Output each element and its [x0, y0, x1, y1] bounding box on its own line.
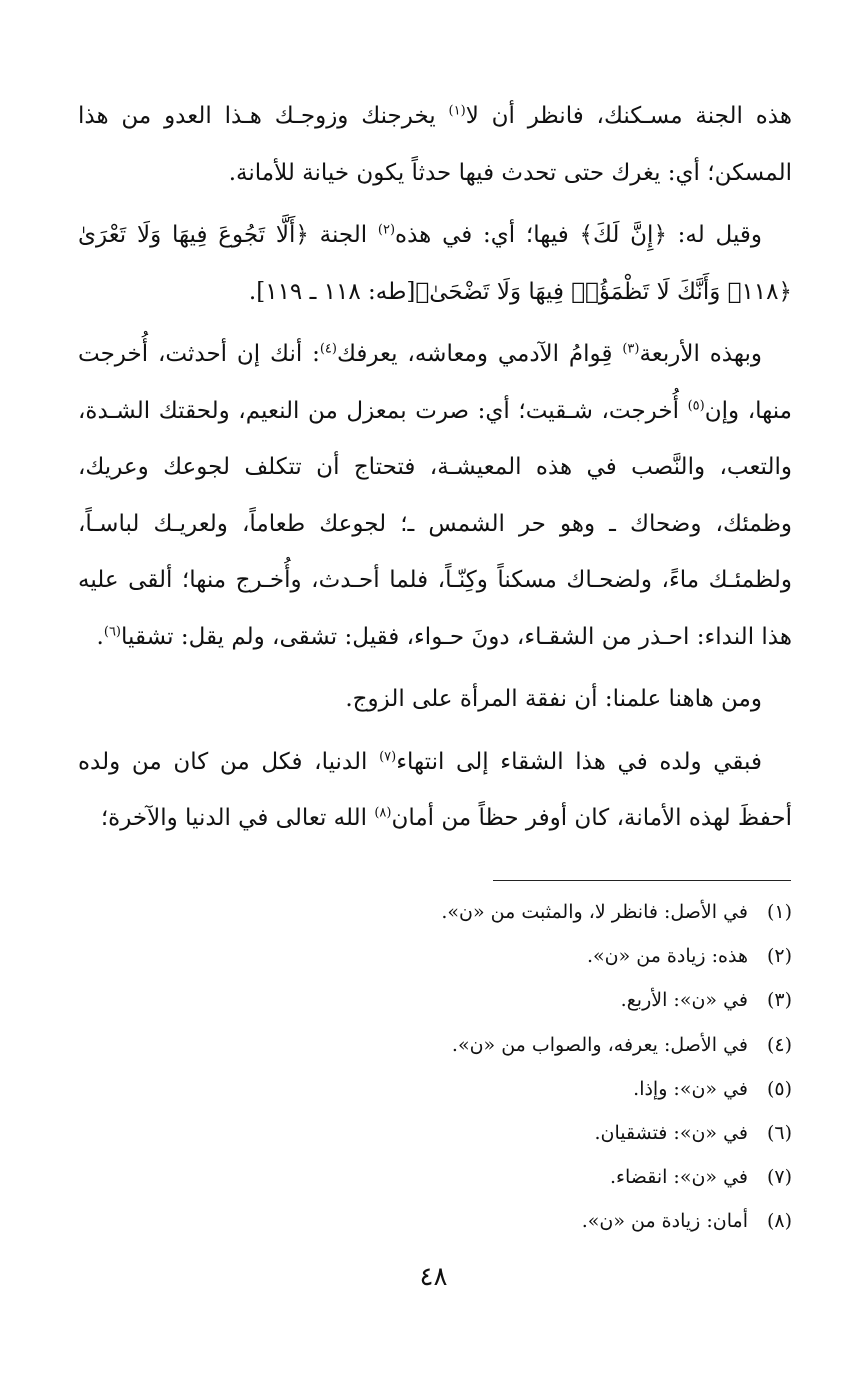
- text-run: فيها؛ أي: في هذه: [395, 222, 580, 248]
- quran-verse: ﴿أَلَّا تَجُوعَ فِيهَا وَلَا تَعْرَىٰ ﴿١١٨﴾ وَأَنَّكَ لَا تَظْمَؤُا۟ فِيهَا وَلَا تَضْحَىٰ﴾: [78, 222, 792, 305]
- footnote-text: في «ن»: الأربع.: [620, 989, 748, 1012]
- text-run: الله تعالى في الدنيا والآخرة؛: [100, 805, 375, 831]
- text-run: يخرجنك وزوجـك هـذا العدو من هذا المسكن؛ أي: يغرك حتى تحدث فيها حدثاً يكون خيانة للأمانة.: [78, 103, 792, 186]
- footnote-item: [192, 1111, 792, 1155]
- footnote-item: [192, 1199, 792, 1243]
- footnote-item: [192, 1067, 792, 1111]
- text-run: وقيل له:: [666, 222, 762, 248]
- text-run: [طه: ١١٨ ـ ١١٩].: [248, 278, 416, 305]
- footnote-text: في «ن»: فتشقيان.: [594, 1122, 748, 1145]
- text-run: أُخرجت، شـقيت؛ أي: صرت بمعزل من النعيم، ولحقتك الشـدة، والتعب، والنَّصب في هذه المعيشـة، فتحتاج أن تتكلف لجوعك وعريك، وظمئك، وضحاك ـ وهو حر الشمس ـ؛ لجوعك طعاماً، ولعريـك لباسـاً، ولظمئـك ماءً، ولضحـاك مسكناً وكِنّـاً، فلما أحـدث، وأُخـرج منها؛ ألقى عليه هذا النداء: احـذر من الشقـاء، دونَ حـواء، فقيل: تشقى، ولم يقل: تشقيا: [78, 397, 792, 650]
- footnote-item: [192, 1155, 792, 1199]
- paragraph-p2: [78, 207, 792, 320]
- text-run: قِوامُ الآدمي ومعاشه، يعرفك: [336, 341, 623, 367]
- main-text: [78, 88, 792, 847]
- text-run: فبقي ولده في هذا الشقاء إلى انتهاء: [396, 748, 762, 775]
- text-run: الدنيا، فكل من كان من ولده أحفظَ لهذه الأمانة، كان أوفر حظاً من أمان: [78, 748, 792, 831]
- footnote-number: (٨): [766, 1210, 792, 1233]
- footnote-item: [192, 890, 792, 934]
- footnote-number: (٢): [766, 945, 792, 968]
- footnote-number: (٦): [766, 1122, 792, 1145]
- page-number: ٤٨: [419, 1262, 448, 1292]
- text-run: هذه الجنة مسـكنك، فانظر أن لا: [465, 103, 792, 129]
- footnotes-list: [192, 890, 792, 1244]
- footnote-text: أمان: زيادة من «ن».: [581, 1210, 748, 1233]
- footnote-number: (٧): [766, 1166, 792, 1189]
- footnote-item: [192, 934, 792, 978]
- footnote-ref: (٢): [377, 222, 396, 238]
- footnote-ref: (٨): [374, 805, 392, 821]
- footnote-number: (١): [766, 901, 792, 923]
- paragraph-p4: [78, 671, 792, 728]
- footnote-text: في «ن»: انقضاء.: [609, 1166, 748, 1189]
- footnote-separator: [493, 880, 791, 881]
- footnote-ref: (١): [448, 103, 466, 119]
- footnote-ref: (٧): [379, 748, 397, 764]
- footnote-ref: (٣): [622, 341, 640, 357]
- quran-verse: ﴿إِنَّ لَكَ﴾: [579, 222, 667, 248]
- text-run: .: [96, 623, 104, 650]
- footnote-number: (٤): [766, 1033, 792, 1056]
- footnote-ref: (٥): [687, 397, 705, 413]
- footnote-text: في «ن»: وإذا.: [633, 1077, 748, 1100]
- footnote-text: في الأصل: يعرفه، والصواب من «ن».: [451, 1033, 748, 1056]
- footnote-ref: (٦): [103, 623, 121, 639]
- footnote-item: [192, 1023, 792, 1067]
- footnote-item: [192, 978, 792, 1022]
- text-run: : أنك إن أحدثت، أُخرجت منها، وإن: [78, 341, 792, 424]
- paragraph-p5: [78, 734, 792, 847]
- footnote-number: (٥): [766, 1077, 792, 1100]
- footnote-ref: (٤): [319, 341, 337, 357]
- text-run: الجنة: [308, 222, 378, 248]
- footnote-text: هذه: زيادة من «ن».: [586, 945, 748, 968]
- paragraph-p1: [78, 88, 792, 201]
- footnote-text: في الأصل: فانظر لا، والمثبت من «ن».: [441, 901, 748, 923]
- text-run: ومن هاهنا علمنا: أن نفقة المرأة على الزوج.: [345, 686, 762, 712]
- text-run: وبهذه الأربعة: [639, 341, 762, 367]
- footnote-number: (٣): [766, 989, 792, 1012]
- paragraph-p3: [78, 326, 792, 665]
